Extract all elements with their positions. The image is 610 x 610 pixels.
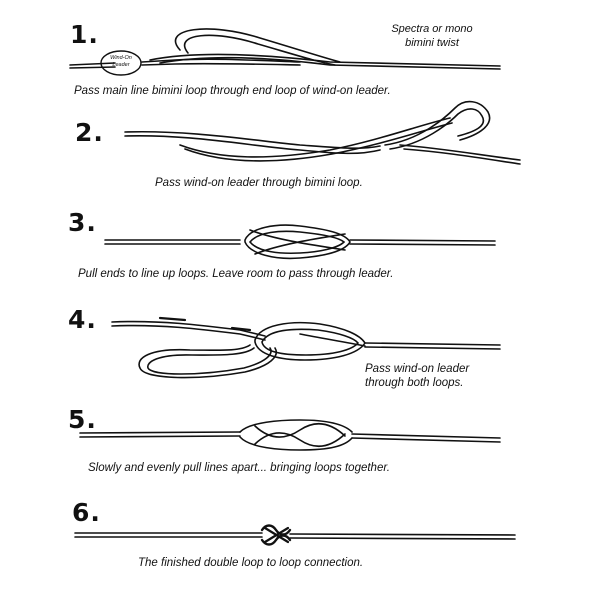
step-5-illustration	[80, 420, 500, 450]
step-2-number: 2.	[75, 118, 104, 147]
step-2-caption: Pass wind-on leader through bimini loop.	[155, 177, 363, 189]
step-4-number: 4.	[68, 305, 97, 334]
step-5-caption: Slowly and evenly pull lines apart... bringing loops together.	[88, 462, 390, 474]
step-1-number: 1.	[70, 20, 99, 49]
step-2-illustration	[125, 102, 520, 164]
step-1-caption: Pass main line bimini loop through end loop of wind-on leader.	[74, 85, 391, 97]
step-6-number: 6.	[72, 498, 101, 527]
step-3-illustration	[105, 225, 495, 258]
spectra-note: Spectra or mono bimini twist	[391, 23, 473, 49]
step-3-number: 3.	[68, 208, 97, 237]
step-6-caption: The finished double loop to loop connection.	[138, 557, 364, 569]
step-4-caption: Pass wind-on leader through both loops.	[365, 363, 470, 389]
step-6-illustration	[75, 526, 515, 545]
wind-on-leader-label: Wind-On Leader	[110, 55, 132, 68]
step-3-caption: Pull ends to line up loops. Leave room to pass through leader.	[78, 268, 394, 280]
step-5-number: 5.	[68, 405, 97, 434]
